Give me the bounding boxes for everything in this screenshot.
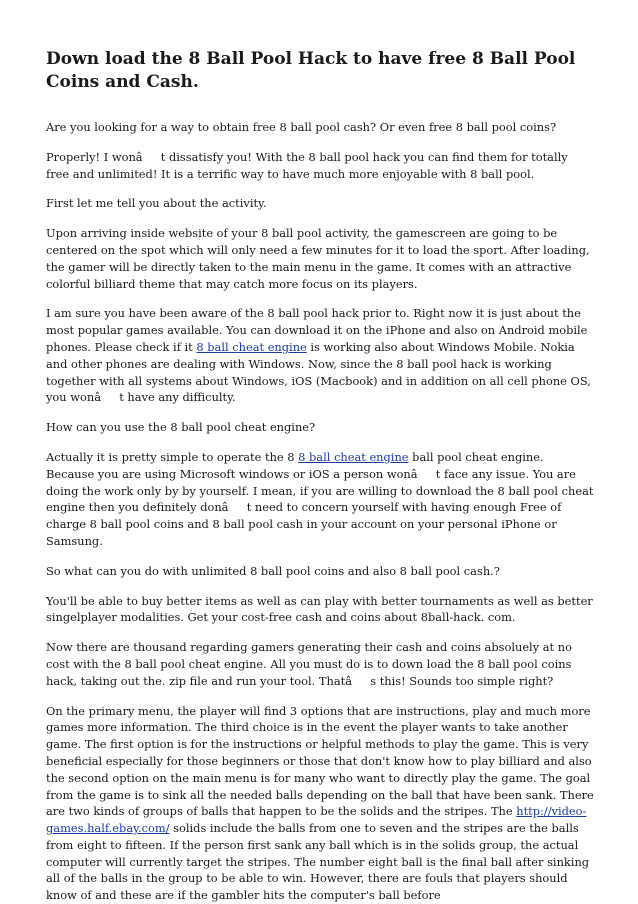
paragraph-hack-awareness xyxy=(46,305,594,406)
paragraph-unlimited-question: So what can you do with unlimited 8 ball pool coins and also 8 ball pool cash.? xyxy=(46,563,500,578)
paragraph-main-menu xyxy=(46,703,594,904)
paragraph-text: ball pool cheat engine. Because you are using Microsoft windows or iOS a person wonât face any issue. You are doing the work only by by yourself. I mean, if you are willing to download the 8 ball pool cheat engine then you definitely donât need to concern yourself with having enough Free of charge 8 ball pool coins and 8 ball pool cash in your account on your personal iPhone or Samsung. xyxy=(46,449,594,548)
paragraph-activity-intro: First let me tell you about the activity. xyxy=(46,196,267,211)
paragraph-promise: Properly! I wonât dissatisfy you! With the 8 ball pool hack you can find them for totally free and unlimited! It is a terrific way to have much more enjoyable with 8 ball pool. xyxy=(46,149,568,181)
paragraph-text: solids include the balls from one to seven and the stripes are the balls from eight to fifteen. If the person first sank any ball which is in the solids group, the actual computer will currently target the stripes. The number eight ball is the final ball after sinking all of the balls in the group to be able to win. However, there are fouls that players should know of and these are if the gambler hits the computer's ball before xyxy=(46,821,590,903)
page-title: Down load the 8 Ball Pool Hack to have free 8 Ball Pool Coins and Cash. xyxy=(46,49,576,92)
paragraph-usage xyxy=(46,449,594,550)
paragraph-how-to-question: How can you use the 8 ball pool cheat engine? xyxy=(46,420,316,435)
cheat-engine-link[interactable]: 8 ball cheat engine xyxy=(196,339,307,354)
paragraph-text: On the primary menu, the player will find 3 options that are instructions, play and much more games more information. The third choice is in the event the player wants to take another game. The first option is for the instructions or helpful methods to play the game. This is very beneficial especially for those beginners or those that don't know how to play billiard and also the second option on the main menu is for many who want to directly play the game. The goal from the game is to sink all the needed balls depending on the ball that have been sank. There are two kinds of groups of balls that happen to be the solids and the stripes. The xyxy=(46,703,594,819)
paragraph-benefits: You'll be able to buy better items as well as can play with better tournaments as well as better singelplayer modalities. Get your cost-free cash and coins about 8ball-hack. com. xyxy=(46,593,593,625)
paragraph-text: is working also about Windows Mobile. Nokia and other phones are dealing with Windows. Now, since the 8 ball pool hack is working together with all systems about Windows, iOS (Macbook) and in addition on all cell phone OS, you wonât have any difficulty. xyxy=(46,339,591,405)
paragraph-intro-question: Are you looking for a way to obtain free 8 ball pool cash? Or even free 8 ball pool coins? xyxy=(46,120,557,134)
cheat-engine-link[interactable]: 8 ball cheat engine xyxy=(298,449,409,464)
paragraph-website-arrival: Upon arriving inside website of your 8 ball pool activity, the gamescreen are going to be centered on the spot which will only need a few minutes for it to load the sport. After loading, the gamer will be directly taken to the main menu in the game. It comes with an attractive colorful billiard theme that may catch more focus on its players. xyxy=(46,226,590,291)
ebay-link[interactable]: http://video-games.half.ebay.com/ xyxy=(46,804,587,836)
paragraph-text: Actually it is pretty simple to operate the 8 xyxy=(46,449,299,464)
paragraph-text: I am sure you have been aware of the 8 ball pool hack prior to. Right now it is just about the most popular games available. You can download it on the iPhone and also on Android mobile phones. Please check if it xyxy=(46,306,588,354)
paragraph-gamers: Now there are thousand regarding gamers generating their cash and coins absoluely at no cost with the 8 ball pool cheat engine. All you must do is to down load the 8 ball pool coins hack, taking out the. zip file and run your tool. Thatâs this! Sounds too simple right? xyxy=(46,640,572,688)
